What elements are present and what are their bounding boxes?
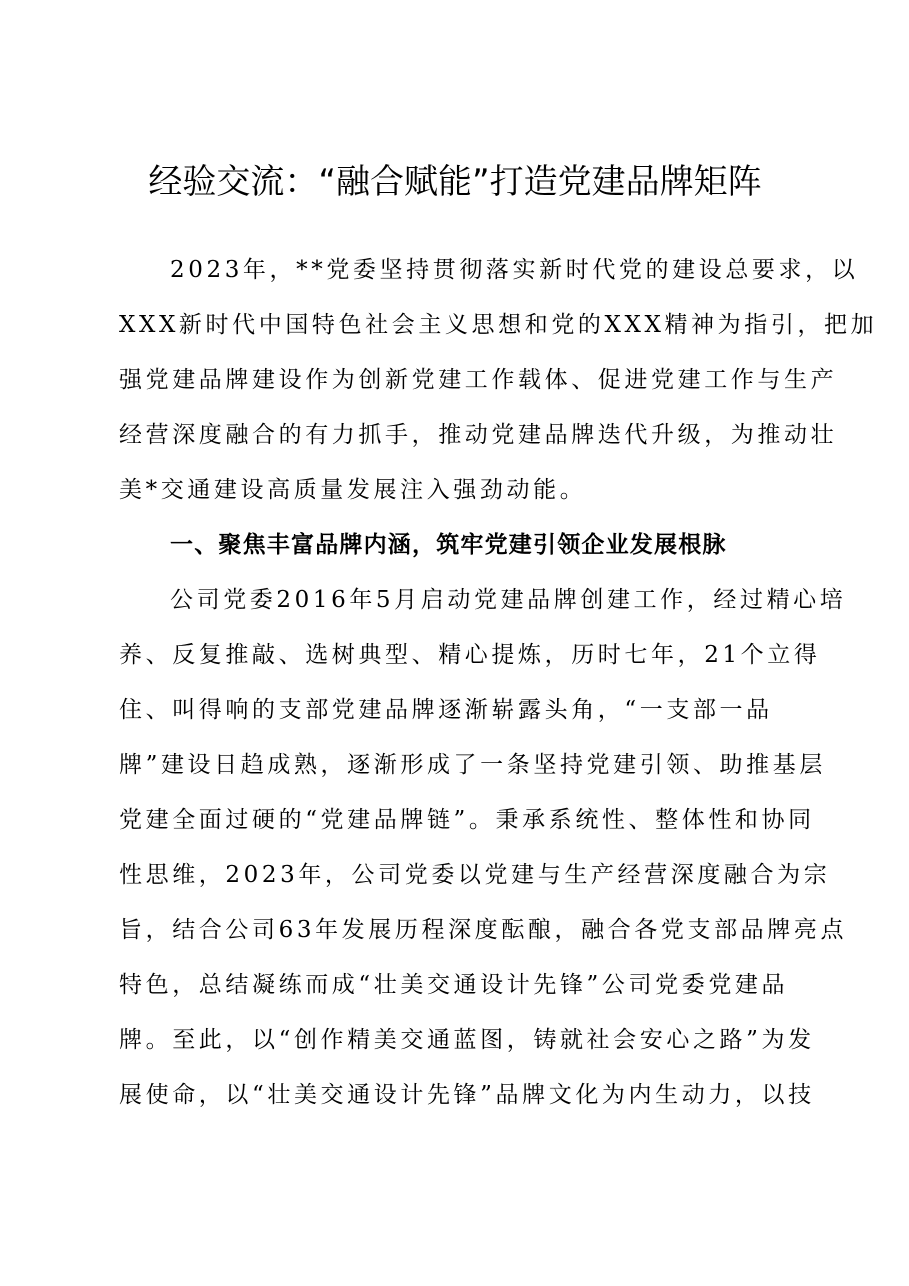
paragraph-2-line-4: 牌”建设日趋成熟，逐渐形成了一条坚持党建引领、助推基层 <box>119 752 826 778</box>
paragraph-1-line-1: 2023年，**党委坚持贯彻落实新时代党的建设总要求，以 <box>170 257 859 283</box>
paragraph-2-line-10: 展使命，以“壮美交通设计先锋”品牌文化为内生动力，以技 <box>119 1082 815 1108</box>
paragraph-2-line-7: 旨，结合公司63年发展历程深度酝酿，融合各党支部品牌亮点 <box>119 917 848 943</box>
paragraph-1-line-4: 经营深度融合的有力抓手，推动党建品牌迭代升级，为推动壮 <box>119 422 838 448</box>
paragraph-2-line-1: 公司党委2016年5月启动党建品牌创建工作，经过精心培 <box>170 587 847 613</box>
paragraph-1-line-5: 美*交通建设高质量发展注入强劲动能。 <box>119 477 587 503</box>
paragraph-2-line-8: 特色，总结凝练而成“壮美交通设计先锋”公司党委党建品 <box>119 972 789 998</box>
paragraph-2-line-9: 牌。至此，以“创作精美交通蓝图，铸就社会安心之路”为发 <box>119 1027 815 1053</box>
paragraph-1-line-3: 强党建品牌建设作为创新党建工作载体、促进党建工作与生产 <box>119 367 838 393</box>
paragraph-2-line-5: 党建全面过硬的“党建品牌链”。秉承系统性、整体性和协同 <box>119 807 815 833</box>
section-1-heading: 一、聚焦丰富品牌内涵，筑牢党建引领企业发展根脉 <box>170 532 727 558</box>
paragraph-2-line-3: 住、叫得响的支部党建品牌逐渐崭露头角，“一支部一品 <box>119 697 773 723</box>
document-title: 经验交流：“融合赋能”打造党建品牌矩阵 <box>148 162 762 202</box>
paragraph-2-line-2: 养、反复推敲、选树典型、精心提炼，历时七年，21个立得 <box>119 642 821 668</box>
paragraph-2-line-6: 性思维，2023年，公司党委以党建与生产经营深度融合为宗 <box>119 862 831 888</box>
paragraph-1-line-2: XXX新时代中国特色社会主义思想和党的XXX精神为指引，把加 <box>119 312 878 338</box>
